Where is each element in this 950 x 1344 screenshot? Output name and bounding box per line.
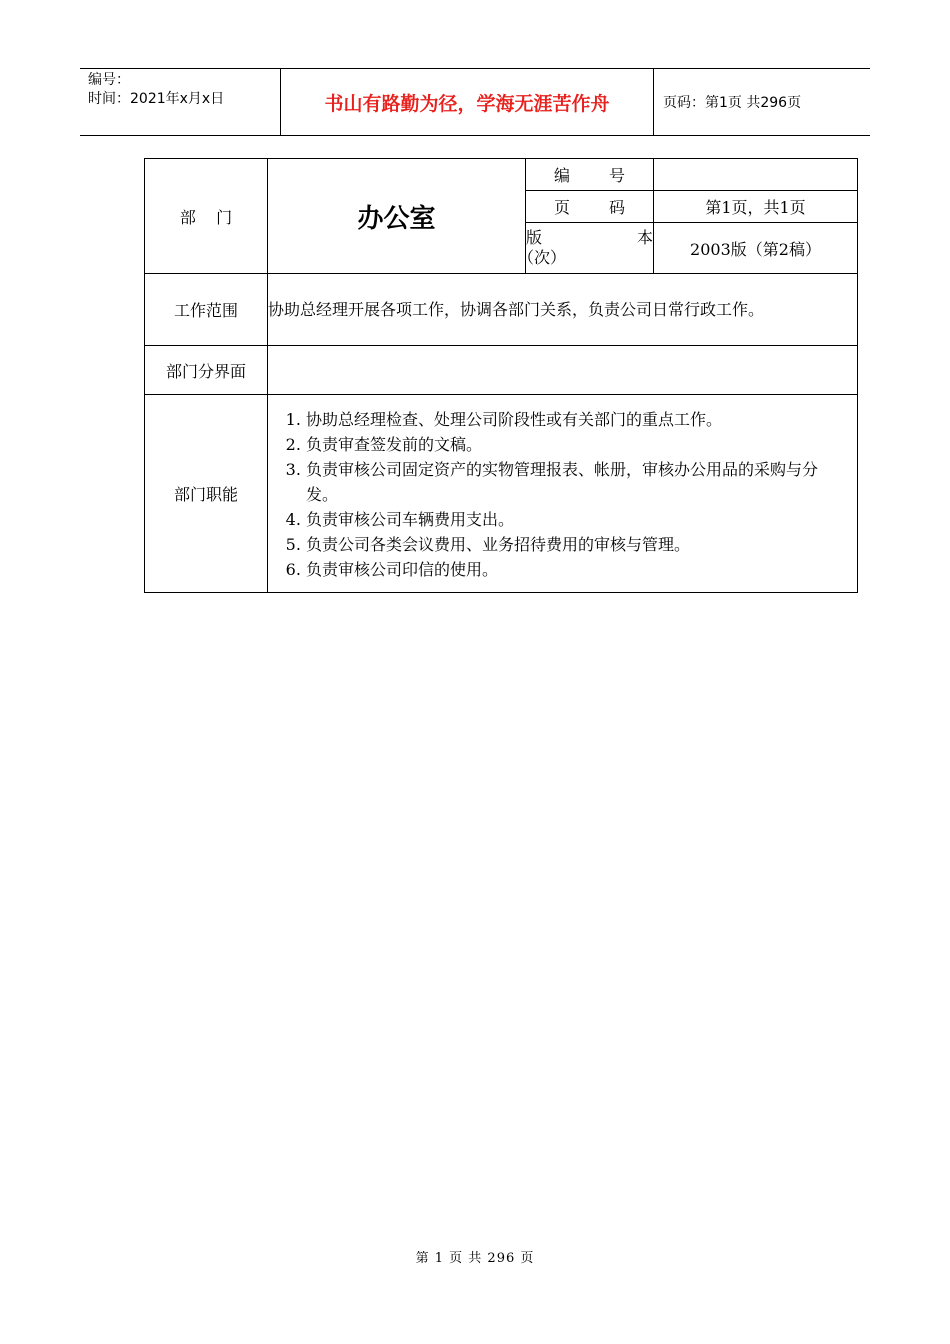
number-key-cell xyxy=(526,159,654,191)
header-number-label: 编号： xyxy=(88,72,130,88)
header-meta xyxy=(80,69,281,135)
duty-item: 4. 负责审核公司车辆费用支出。 xyxy=(306,507,849,532)
version-value: 2003版（第2稿） xyxy=(654,223,858,274)
number-key-2: 号 xyxy=(608,166,625,185)
duties-cell xyxy=(268,395,858,593)
header-page-info: 页码：第1页 共296页 xyxy=(663,95,802,111)
version-key-line2: （次） xyxy=(518,248,567,267)
page-footer: 第 1 页 共 296 页 xyxy=(415,1251,535,1266)
version-key-2: 本 xyxy=(636,228,653,247)
scope-label: 工作范围 xyxy=(145,274,268,346)
dept-label: 部 门 xyxy=(179,207,233,227)
department-table xyxy=(144,158,858,593)
version-key-1: 版 xyxy=(526,228,543,247)
duties-label: 部门职能 xyxy=(145,395,268,593)
header-slogan: 书山有路勤为径，学海无涯苦作舟 xyxy=(281,69,654,135)
duty-item: 6. 负责审核公司印信的使用。 xyxy=(306,557,849,582)
dept-label-cell xyxy=(145,159,268,274)
number-key-1: 编 xyxy=(554,166,571,185)
page-key-1: 页 xyxy=(554,198,571,217)
dept-name: 办公室 xyxy=(268,159,526,274)
boundary-text xyxy=(268,346,858,395)
page-key-cell xyxy=(526,191,654,223)
number-value xyxy=(654,159,858,191)
header-time-label: 时间：2021年x月x日 xyxy=(88,91,225,107)
page-value: 第1页，共1页 xyxy=(654,191,858,223)
boundary-label: 部门分界面 xyxy=(145,346,268,395)
scope-text: 协助总经理开展各项工作，协调各部门关系，负责公司日常行政工作。 xyxy=(268,274,858,346)
version-key-cell xyxy=(518,223,654,274)
page-key-2: 码 xyxy=(608,198,625,217)
duties-list xyxy=(268,395,857,592)
duty-item: 5. 负责公司各类会议费用、业务招待费用的审核与管理。 xyxy=(306,532,849,557)
page-header xyxy=(80,68,870,136)
duty-item: 3. 负责审核公司固定资产的实物管理报表、帐册，审核办公用品的采购与分发。 xyxy=(306,457,849,507)
duty-item: 2. 负责审查签发前的文稿。 xyxy=(306,432,849,457)
duty-item: 1. 协助总经理检查、处理公司阶段性或有关部门的重点工作。 xyxy=(306,407,849,432)
